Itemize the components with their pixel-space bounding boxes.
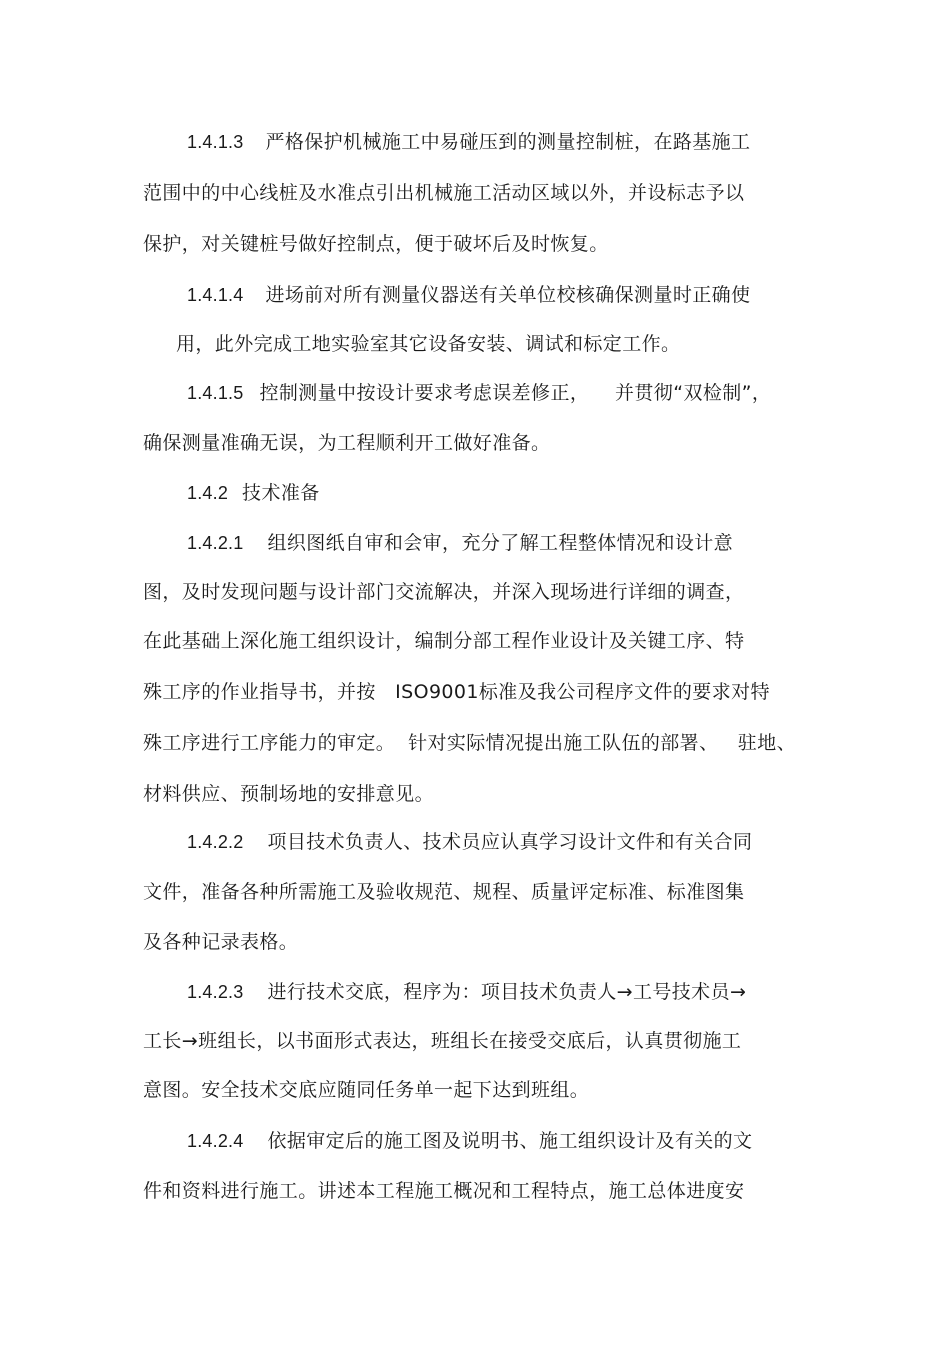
clause-1-4-2-3-line-2: [143, 1028, 741, 1054]
paragraph-text: 确保测量准确无误，为工程顺利开工做好准备。: [143, 432, 551, 454]
paragraph-text: 及各种记录表格。: [143, 931, 299, 953]
clause-1-4-2-3-line-1: [187, 979, 746, 1005]
clause-1-4-2-4-line-1: [187, 1128, 752, 1154]
paragraph-text: 依据审定后的施工图及说明书、施工组织设计及有关的文: [267, 1130, 753, 1152]
clause-number: 1.4.1.5: [187, 383, 244, 403]
clause-number: 1.4.1.4: [187, 285, 244, 305]
clause-1-4-2-3-line-3: [143, 1077, 589, 1103]
clause-1-4-2-2-line-3: [143, 929, 298, 955]
clause-number: 1.4.2.4: [187, 1131, 244, 1151]
clause-1-4-2-2-line-1: [187, 829, 752, 855]
paragraph-text: 保护，对关键桩号做好控制点，便于破坏后及时恢复。: [143, 233, 609, 255]
clause-1-4-1-5-line-2: [143, 430, 550, 456]
section-number: 1.4.2: [187, 483, 229, 503]
clause-1-4-2-1-line-2: [143, 579, 744, 605]
clause-number: 1.4.2.1: [187, 533, 244, 553]
paragraph-text: 组织图纸自审和会审，充分了解工程整体情况和设计意: [267, 532, 734, 554]
clause-number: 1.4.1.3: [187, 132, 244, 152]
clause-1-4-2-1-line-1: [187, 530, 733, 556]
clause-1-4-2-1-line-5: [143, 730, 796, 756]
paragraph-text: 材料供应、预制场地的安排意见。: [143, 783, 435, 805]
paragraph-text: 文件，准备各种所需施工及验收规范、规程、质量评定标准、标准图集: [143, 881, 745, 903]
paragraph-text: 进场前对所有测量仪器送有关单位校核确保测量时正确使: [265, 284, 751, 306]
paragraph-text: 控制测量中按设计要求考虑误差修正， 并贯彻“双检制”，: [259, 382, 772, 404]
clause-number: 1.4.2.2: [187, 832, 244, 852]
paragraph-text: 图，及时发现问题与设计部门交流解决，并深入现场进行详细的调查，: [143, 581, 745, 603]
paragraph-text: 进行技术交底，程序为：项目技术负责人→工号技术员→: [267, 981, 747, 1003]
clause-1-4-2-2-line-2: [143, 879, 744, 905]
paragraph-text: 严格保护机械施工中易碰压到的测量控制桩，在路基施工: [265, 131, 751, 153]
clause-1-4-2-1-line-3: [143, 628, 744, 654]
clause-1-4-1-3-line-2: [143, 180, 744, 206]
clause-1-4-1-5-line-1: [187, 380, 771, 406]
clause-1-4-1-3-line-3: [143, 231, 609, 257]
section-title: 技术准备: [242, 482, 320, 504]
clause-1-4-2-4-line-2: [143, 1178, 744, 1204]
clause-number: 1.4.2.3: [187, 982, 244, 1002]
clause-1-4-2-1-line-6: [143, 781, 434, 807]
clause-1-4-1-4-line-1: [187, 282, 750, 308]
paragraph-text: 在此基础上深化施工组织设计，编制分部工程作业设计及关键工序、特: [143, 630, 745, 652]
paragraph-text: 项目技术负责人、技术员应认真学习设计文件和有关合同: [267, 831, 753, 853]
clause-1-4-2-1-line-4: [143, 679, 770, 705]
paragraph-text: 工长→班组长，以书面形式表达，班组长在接受交底后，认真贯彻施工: [143, 1030, 742, 1052]
paragraph-text: 殊工序进行工序能力的审定。 针对实际情况提出施工队伍的部署、 驻地、: [143, 732, 796, 754]
clause-1-4-1-4-line-2: [176, 331, 680, 357]
paragraph-text: 用，此外完成工地实验室其它设备安装、调试和标定工作。: [176, 333, 681, 355]
section-heading-1-4-2: [187, 480, 320, 506]
paragraph-text: 范围中的中心线桩及水准点引出机械施工活动区域以外，并设标志予以: [143, 182, 745, 204]
clause-1-4-1-3-line-1: [187, 129, 750, 155]
paragraph-text: 殊工序的作业指导书，并按 ISO9001标准及我公司程序文件的要求对特: [143, 681, 770, 703]
paragraph-text: 意图。安全技术交底应随同任务单一起下达到班组。: [143, 1079, 590, 1101]
paragraph-text: 件和资料进行施工。讲述本工程施工概况和工程特点，施工总体进度安: [143, 1180, 745, 1202]
